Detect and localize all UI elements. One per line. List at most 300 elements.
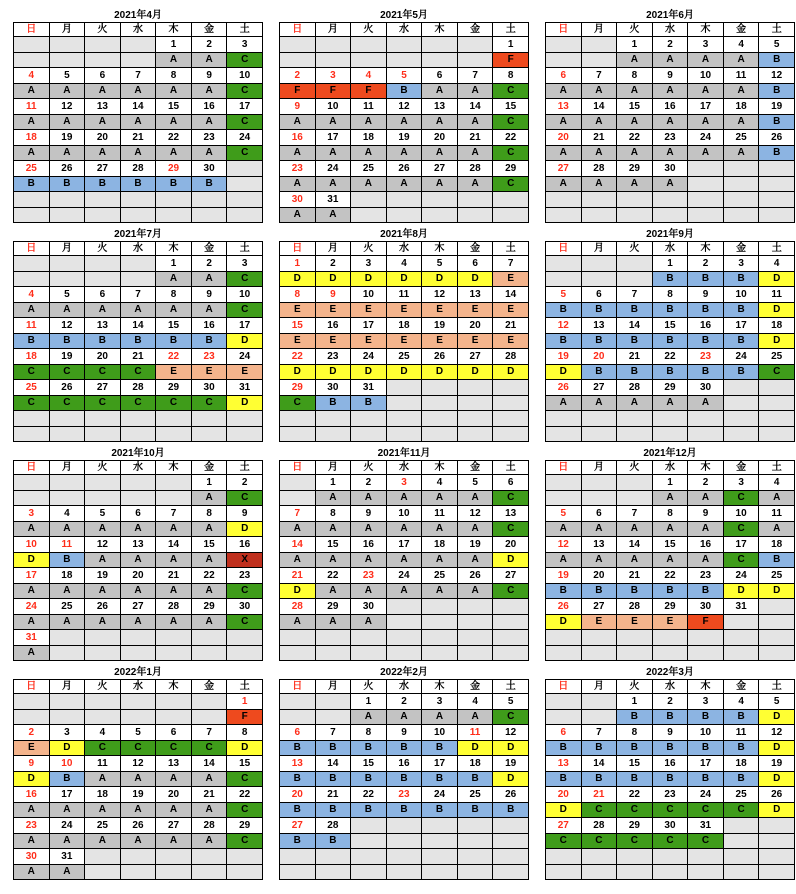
day-number[interactable]: 14 bbox=[617, 537, 653, 553]
day-number[interactable]: 19 bbox=[120, 787, 156, 803]
day-code[interactable]: B bbox=[422, 803, 458, 818]
day-number[interactable]: 9 bbox=[688, 506, 724, 522]
day-number[interactable]: 29 bbox=[191, 599, 227, 615]
day-number[interactable]: 8 bbox=[280, 287, 316, 303]
day-number[interactable]: 27 bbox=[457, 349, 493, 365]
day-code[interactable]: C bbox=[120, 365, 156, 380]
day-code[interactable]: A bbox=[351, 553, 387, 568]
day-number[interactable]: 7 bbox=[156, 506, 192, 522]
day-number[interactable]: 5 bbox=[546, 287, 582, 303]
day-code[interactable]: A bbox=[652, 146, 688, 161]
day-code[interactable]: A bbox=[457, 84, 493, 99]
day-number[interactable]: 26 bbox=[759, 787, 795, 803]
day-code[interactable]: A bbox=[457, 177, 493, 192]
day-number[interactable]: 2 bbox=[688, 256, 724, 272]
day-code[interactable]: B bbox=[688, 272, 724, 287]
day-number[interactable]: 3 bbox=[49, 725, 85, 741]
day-code[interactable]: B bbox=[617, 334, 653, 349]
day-code[interactable]: A bbox=[617, 177, 653, 192]
day-number[interactable]: 11 bbox=[723, 725, 759, 741]
day-number[interactable]: 21 bbox=[120, 130, 156, 146]
day-number[interactable]: 24 bbox=[227, 130, 263, 146]
day-number[interactable]: 9 bbox=[386, 725, 422, 741]
day-number[interactable]: 31 bbox=[351, 380, 387, 396]
day-code[interactable]: B bbox=[315, 396, 351, 411]
day-code[interactable]: A bbox=[191, 303, 227, 318]
day-code[interactable]: B bbox=[581, 334, 617, 349]
day-number[interactable]: 12 bbox=[422, 287, 458, 303]
day-code[interactable]: E bbox=[280, 303, 316, 318]
day-code[interactable]: A bbox=[280, 615, 316, 630]
day-number[interactable]: 4 bbox=[422, 475, 458, 491]
day-code[interactable]: E bbox=[280, 334, 316, 349]
day-code[interactable]: A bbox=[191, 84, 227, 99]
day-number[interactable]: 24 bbox=[14, 599, 50, 615]
day-code[interactable]: A bbox=[191, 772, 227, 787]
day-code[interactable]: E bbox=[351, 334, 387, 349]
day-code[interactable]: A bbox=[315, 553, 351, 568]
day-number[interactable]: 1 bbox=[156, 37, 192, 53]
day-number[interactable]: 28 bbox=[581, 161, 617, 177]
day-code[interactable]: C bbox=[227, 491, 263, 506]
day-number[interactable]: 27 bbox=[422, 161, 458, 177]
day-number[interactable]: 29 bbox=[156, 161, 192, 177]
day-number[interactable]: 16 bbox=[280, 130, 316, 146]
day-code[interactable]: B bbox=[688, 303, 724, 318]
day-code[interactable]: B bbox=[581, 741, 617, 756]
day-code[interactable]: A bbox=[49, 303, 85, 318]
day-code[interactable]: B bbox=[581, 772, 617, 787]
day-number[interactable]: 23 bbox=[652, 130, 688, 146]
day-code[interactable]: A bbox=[457, 584, 493, 599]
day-code[interactable]: A bbox=[14, 146, 50, 161]
day-number[interactable]: 25 bbox=[386, 349, 422, 365]
day-code[interactable]: D bbox=[280, 272, 316, 287]
day-number[interactable]: 14 bbox=[457, 99, 493, 115]
day-number[interactable]: 28 bbox=[315, 818, 351, 834]
day-code[interactable]: B bbox=[14, 334, 50, 349]
day-code[interactable]: A bbox=[422, 84, 458, 99]
day-code[interactable]: D bbox=[759, 710, 795, 725]
day-number[interactable]: 25 bbox=[422, 568, 458, 584]
day-number[interactable]: 5 bbox=[457, 475, 493, 491]
day-number[interactable]: 24 bbox=[422, 787, 458, 803]
day-code[interactable]: E bbox=[581, 615, 617, 630]
day-code[interactable]: A bbox=[723, 115, 759, 130]
day-number[interactable]: 5 bbox=[422, 256, 458, 272]
day-number[interactable]: 20 bbox=[546, 787, 582, 803]
day-number[interactable]: 30 bbox=[652, 818, 688, 834]
day-code[interactable]: B bbox=[617, 365, 653, 380]
day-number[interactable]: 13 bbox=[546, 99, 582, 115]
day-code[interactable]: C bbox=[617, 803, 653, 818]
day-code[interactable]: D bbox=[49, 741, 85, 756]
day-code[interactable]: A bbox=[120, 803, 156, 818]
day-code[interactable]: C bbox=[723, 522, 759, 537]
day-code[interactable]: B bbox=[422, 772, 458, 787]
day-code[interactable]: A bbox=[280, 146, 316, 161]
day-code[interactable]: A bbox=[120, 146, 156, 161]
day-code[interactable]: A bbox=[457, 491, 493, 506]
day-number[interactable]: 15 bbox=[227, 756, 263, 772]
day-number[interactable]: 19 bbox=[759, 99, 795, 115]
day-number[interactable]: 4 bbox=[14, 287, 50, 303]
day-number[interactable]: 26 bbox=[457, 568, 493, 584]
day-number[interactable]: 7 bbox=[617, 287, 653, 303]
day-number[interactable]: 2 bbox=[280, 68, 316, 84]
day-code[interactable]: B bbox=[191, 334, 227, 349]
day-code[interactable]: E bbox=[227, 365, 263, 380]
day-number[interactable]: 9 bbox=[227, 506, 263, 522]
day-code[interactable]: A bbox=[386, 522, 422, 537]
day-number[interactable]: 28 bbox=[457, 161, 493, 177]
day-code[interactable]: D bbox=[759, 803, 795, 818]
day-number[interactable]: 11 bbox=[759, 506, 795, 522]
day-number[interactable]: 7 bbox=[120, 287, 156, 303]
day-code[interactable]: D bbox=[227, 396, 263, 411]
day-code[interactable]: C bbox=[652, 803, 688, 818]
day-code[interactable]: D bbox=[351, 272, 387, 287]
day-number[interactable]: 18 bbox=[14, 349, 50, 365]
day-code[interactable]: A bbox=[85, 115, 121, 130]
day-code[interactable]: B bbox=[652, 334, 688, 349]
day-number[interactable]: 25 bbox=[759, 349, 795, 365]
day-code[interactable]: A bbox=[386, 584, 422, 599]
day-number[interactable]: 2 bbox=[652, 37, 688, 53]
day-number[interactable]: 13 bbox=[457, 287, 493, 303]
day-number[interactable]: 22 bbox=[617, 130, 653, 146]
day-code[interactable]: C bbox=[493, 146, 529, 161]
day-code[interactable]: C bbox=[546, 834, 582, 849]
day-number[interactable]: 23 bbox=[386, 787, 422, 803]
day-code[interactable]: A bbox=[688, 146, 724, 161]
day-number[interactable]: 27 bbox=[581, 599, 617, 615]
day-code[interactable]: B bbox=[688, 365, 724, 380]
day-number[interactable]: 27 bbox=[156, 818, 192, 834]
day-code[interactable]: A bbox=[49, 615, 85, 630]
day-code[interactable]: F bbox=[315, 84, 351, 99]
day-code[interactable]: A bbox=[688, 84, 724, 99]
day-number[interactable]: 15 bbox=[351, 756, 387, 772]
day-number[interactable]: 10 bbox=[351, 287, 387, 303]
day-number[interactable]: 6 bbox=[546, 725, 582, 741]
day-number[interactable]: 29 bbox=[227, 818, 263, 834]
day-number[interactable]: 13 bbox=[85, 318, 121, 334]
day-code[interactable]: A bbox=[351, 491, 387, 506]
day-code[interactable]: C bbox=[227, 834, 263, 849]
day-number[interactable]: 13 bbox=[156, 756, 192, 772]
day-number[interactable]: 24 bbox=[227, 349, 263, 365]
day-code[interactable]: A bbox=[688, 115, 724, 130]
day-code[interactable]: D bbox=[546, 803, 582, 818]
day-number[interactable]: 9 bbox=[652, 68, 688, 84]
day-number[interactable]: 22 bbox=[191, 568, 227, 584]
day-number[interactable]: 25 bbox=[723, 787, 759, 803]
day-number[interactable]: 6 bbox=[422, 68, 458, 84]
day-code[interactable]: C bbox=[85, 396, 121, 411]
day-code[interactable]: A bbox=[351, 615, 387, 630]
day-number[interactable]: 23 bbox=[351, 568, 387, 584]
day-code[interactable]: D bbox=[14, 553, 50, 568]
day-code[interactable]: A bbox=[581, 522, 617, 537]
day-number[interactable]: 4 bbox=[457, 694, 493, 710]
day-number[interactable]: 13 bbox=[422, 99, 458, 115]
day-code[interactable]: A bbox=[156, 53, 192, 68]
day-code[interactable]: B bbox=[688, 584, 724, 599]
day-number[interactable]: 18 bbox=[49, 568, 85, 584]
day-number[interactable]: 17 bbox=[688, 756, 724, 772]
day-number[interactable]: 5 bbox=[493, 694, 529, 710]
day-code[interactable]: B bbox=[49, 553, 85, 568]
day-number[interactable]: 3 bbox=[315, 68, 351, 84]
day-number[interactable]: 8 bbox=[156, 287, 192, 303]
day-code[interactable]: A bbox=[49, 584, 85, 599]
day-code[interactable]: B bbox=[120, 334, 156, 349]
day-number[interactable]: 8 bbox=[617, 725, 653, 741]
day-code[interactable]: A bbox=[457, 522, 493, 537]
day-number[interactable]: 22 bbox=[315, 568, 351, 584]
day-code[interactable]: A bbox=[315, 208, 351, 223]
day-code[interactable]: A bbox=[386, 177, 422, 192]
day-number[interactable]: 20 bbox=[85, 130, 121, 146]
day-code[interactable]: B bbox=[386, 741, 422, 756]
day-number[interactable]: 27 bbox=[85, 161, 121, 177]
day-number[interactable]: 11 bbox=[49, 537, 85, 553]
day-number[interactable]: 15 bbox=[617, 99, 653, 115]
day-code[interactable]: B bbox=[280, 803, 316, 818]
day-code[interactable]: B bbox=[315, 834, 351, 849]
day-number[interactable]: 16 bbox=[652, 756, 688, 772]
day-code[interactable]: B bbox=[546, 741, 582, 756]
day-number[interactable]: 3 bbox=[227, 37, 263, 53]
day-number[interactable]: 4 bbox=[723, 37, 759, 53]
day-number[interactable]: 5 bbox=[120, 725, 156, 741]
day-code[interactable]: B bbox=[351, 772, 387, 787]
day-number[interactable]: 26 bbox=[759, 130, 795, 146]
day-code[interactable]: C bbox=[191, 741, 227, 756]
day-number[interactable]: 12 bbox=[457, 506, 493, 522]
day-code[interactable]: E bbox=[315, 303, 351, 318]
day-code[interactable]: B bbox=[351, 396, 387, 411]
day-number[interactable]: 19 bbox=[546, 349, 582, 365]
day-number[interactable]: 8 bbox=[191, 506, 227, 522]
day-code[interactable]: B bbox=[457, 803, 493, 818]
day-code[interactable]: C bbox=[652, 834, 688, 849]
day-code[interactable]: A bbox=[14, 865, 50, 880]
day-code[interactable]: D bbox=[351, 365, 387, 380]
day-code[interactable]: B bbox=[457, 772, 493, 787]
day-code[interactable]: A bbox=[280, 115, 316, 130]
day-code[interactable]: B bbox=[14, 177, 50, 192]
day-number[interactable]: 5 bbox=[49, 287, 85, 303]
day-number[interactable]: 6 bbox=[493, 475, 529, 491]
day-code[interactable]: B bbox=[49, 772, 85, 787]
day-number[interactable]: 18 bbox=[14, 130, 50, 146]
day-code[interactable]: A bbox=[652, 553, 688, 568]
day-code[interactable]: A bbox=[546, 115, 582, 130]
day-number[interactable]: 24 bbox=[723, 349, 759, 365]
day-number[interactable]: 6 bbox=[581, 506, 617, 522]
day-code[interactable]: A bbox=[617, 115, 653, 130]
day-code[interactable]: D bbox=[457, 741, 493, 756]
day-number[interactable]: 22 bbox=[156, 349, 192, 365]
day-number[interactable]: 27 bbox=[493, 568, 529, 584]
day-code[interactable]: A bbox=[617, 84, 653, 99]
day-number[interactable]: 9 bbox=[191, 68, 227, 84]
day-code[interactable]: A bbox=[156, 553, 192, 568]
day-code[interactable]: A bbox=[457, 115, 493, 130]
day-number[interactable]: 2 bbox=[315, 256, 351, 272]
day-number[interactable]: 1 bbox=[280, 256, 316, 272]
day-number[interactable]: 20 bbox=[457, 318, 493, 334]
day-number[interactable]: 18 bbox=[85, 787, 121, 803]
day-number[interactable]: 31 bbox=[688, 818, 724, 834]
day-code[interactable]: C bbox=[688, 834, 724, 849]
day-number[interactable]: 19 bbox=[386, 130, 422, 146]
day-number[interactable]: 10 bbox=[723, 287, 759, 303]
day-number[interactable]: 10 bbox=[227, 287, 263, 303]
day-code[interactable]: A bbox=[14, 303, 50, 318]
day-number[interactable]: 28 bbox=[120, 161, 156, 177]
day-number[interactable]: 5 bbox=[546, 506, 582, 522]
day-code[interactable]: E bbox=[386, 303, 422, 318]
day-number[interactable]: 26 bbox=[546, 599, 582, 615]
day-number[interactable]: 5 bbox=[49, 68, 85, 84]
day-code[interactable]: B bbox=[759, 115, 795, 130]
day-code[interactable]: B bbox=[351, 741, 387, 756]
day-code[interactable]: A bbox=[386, 710, 422, 725]
day-code[interactable]: B bbox=[315, 741, 351, 756]
day-number[interactable]: 1 bbox=[617, 37, 653, 53]
day-code[interactable]: A bbox=[422, 522, 458, 537]
day-code[interactable]: B bbox=[652, 584, 688, 599]
day-number[interactable]: 13 bbox=[581, 537, 617, 553]
day-number[interactable]: 18 bbox=[386, 318, 422, 334]
day-number[interactable]: 25 bbox=[14, 380, 50, 396]
day-code[interactable]: B bbox=[280, 741, 316, 756]
day-number[interactable]: 3 bbox=[227, 256, 263, 272]
day-code[interactable]: B bbox=[280, 834, 316, 849]
day-number[interactable]: 17 bbox=[386, 537, 422, 553]
day-code[interactable]: C bbox=[723, 491, 759, 506]
day-code[interactable]: B bbox=[652, 710, 688, 725]
day-code[interactable]: C bbox=[493, 177, 529, 192]
day-number[interactable]: 4 bbox=[85, 725, 121, 741]
day-number[interactable]: 18 bbox=[351, 130, 387, 146]
day-number[interactable]: 19 bbox=[546, 568, 582, 584]
day-number[interactable]: 20 bbox=[546, 130, 582, 146]
day-code[interactable]: A bbox=[120, 584, 156, 599]
day-code[interactable]: B bbox=[723, 772, 759, 787]
day-number[interactable]: 22 bbox=[351, 787, 387, 803]
day-number[interactable]: 23 bbox=[14, 818, 50, 834]
day-number[interactable]: 4 bbox=[386, 256, 422, 272]
day-number[interactable]: 26 bbox=[49, 380, 85, 396]
day-code[interactable]: A bbox=[652, 491, 688, 506]
day-code[interactable]: A bbox=[156, 834, 192, 849]
day-code[interactable]: A bbox=[85, 615, 121, 630]
day-number[interactable]: 15 bbox=[652, 537, 688, 553]
day-number[interactable]: 4 bbox=[723, 694, 759, 710]
day-code[interactable]: A bbox=[85, 584, 121, 599]
day-code[interactable]: B bbox=[723, 741, 759, 756]
day-code[interactable]: A bbox=[457, 146, 493, 161]
day-code[interactable]: A bbox=[156, 522, 192, 537]
day-number[interactable]: 4 bbox=[759, 256, 795, 272]
day-code[interactable]: A bbox=[85, 803, 121, 818]
day-code[interactable]: A bbox=[652, 396, 688, 411]
day-code[interactable]: C bbox=[85, 365, 121, 380]
day-number[interactable]: 19 bbox=[759, 756, 795, 772]
day-code[interactable]: B bbox=[759, 84, 795, 99]
day-number[interactable]: 14 bbox=[493, 287, 529, 303]
day-number[interactable]: 1 bbox=[156, 256, 192, 272]
day-number[interactable]: 3 bbox=[422, 694, 458, 710]
day-number[interactable]: 22 bbox=[652, 349, 688, 365]
day-number[interactable]: 14 bbox=[581, 756, 617, 772]
day-number[interactable]: 24 bbox=[688, 130, 724, 146]
day-number[interactable]: 28 bbox=[493, 349, 529, 365]
day-number[interactable]: 21 bbox=[581, 787, 617, 803]
day-code[interactable]: A bbox=[191, 491, 227, 506]
day-code[interactable]: A bbox=[315, 584, 351, 599]
day-code[interactable]: A bbox=[120, 522, 156, 537]
day-code[interactable]: A bbox=[422, 177, 458, 192]
day-number[interactable]: 17 bbox=[227, 99, 263, 115]
day-code[interactable]: A bbox=[191, 522, 227, 537]
day-number[interactable]: 25 bbox=[457, 787, 493, 803]
day-number[interactable]: 27 bbox=[546, 818, 582, 834]
day-code[interactable]: A bbox=[581, 115, 617, 130]
day-code[interactable]: A bbox=[14, 646, 50, 661]
day-code[interactable]: A bbox=[191, 584, 227, 599]
day-code[interactable]: E bbox=[315, 334, 351, 349]
day-number[interactable]: 11 bbox=[422, 506, 458, 522]
day-code[interactable]: A bbox=[351, 522, 387, 537]
day-number[interactable]: 16 bbox=[315, 318, 351, 334]
day-number[interactable]: 26 bbox=[85, 599, 121, 615]
day-number[interactable]: 20 bbox=[422, 130, 458, 146]
day-code[interactable]: C bbox=[493, 522, 529, 537]
day-code[interactable]: A bbox=[652, 522, 688, 537]
day-code[interactable]: B bbox=[723, 272, 759, 287]
day-number[interactable]: 16 bbox=[688, 537, 724, 553]
day-code[interactable]: B bbox=[759, 553, 795, 568]
day-number[interactable]: 26 bbox=[422, 349, 458, 365]
day-code[interactable]: A bbox=[546, 146, 582, 161]
day-code[interactable]: D bbox=[493, 772, 529, 787]
day-number[interactable]: 29 bbox=[617, 161, 653, 177]
day-code[interactable]: C bbox=[227, 584, 263, 599]
day-code[interactable]: B bbox=[652, 272, 688, 287]
day-code[interactable]: A bbox=[85, 522, 121, 537]
day-number[interactable]: 11 bbox=[723, 68, 759, 84]
day-code[interactable]: C bbox=[120, 741, 156, 756]
day-number[interactable]: 7 bbox=[617, 506, 653, 522]
day-code[interactable]: C bbox=[493, 584, 529, 599]
day-code[interactable]: B bbox=[280, 772, 316, 787]
day-code[interactable]: A bbox=[156, 115, 192, 130]
day-number[interactable]: 27 bbox=[120, 599, 156, 615]
day-number[interactable]: 21 bbox=[191, 787, 227, 803]
day-code[interactable]: A bbox=[49, 865, 85, 880]
day-code[interactable]: A bbox=[49, 84, 85, 99]
day-code[interactable]: A bbox=[280, 522, 316, 537]
day-number[interactable]: 25 bbox=[723, 130, 759, 146]
day-number[interactable]: 17 bbox=[422, 756, 458, 772]
day-number[interactable]: 15 bbox=[156, 318, 192, 334]
day-number[interactable]: 29 bbox=[493, 161, 529, 177]
